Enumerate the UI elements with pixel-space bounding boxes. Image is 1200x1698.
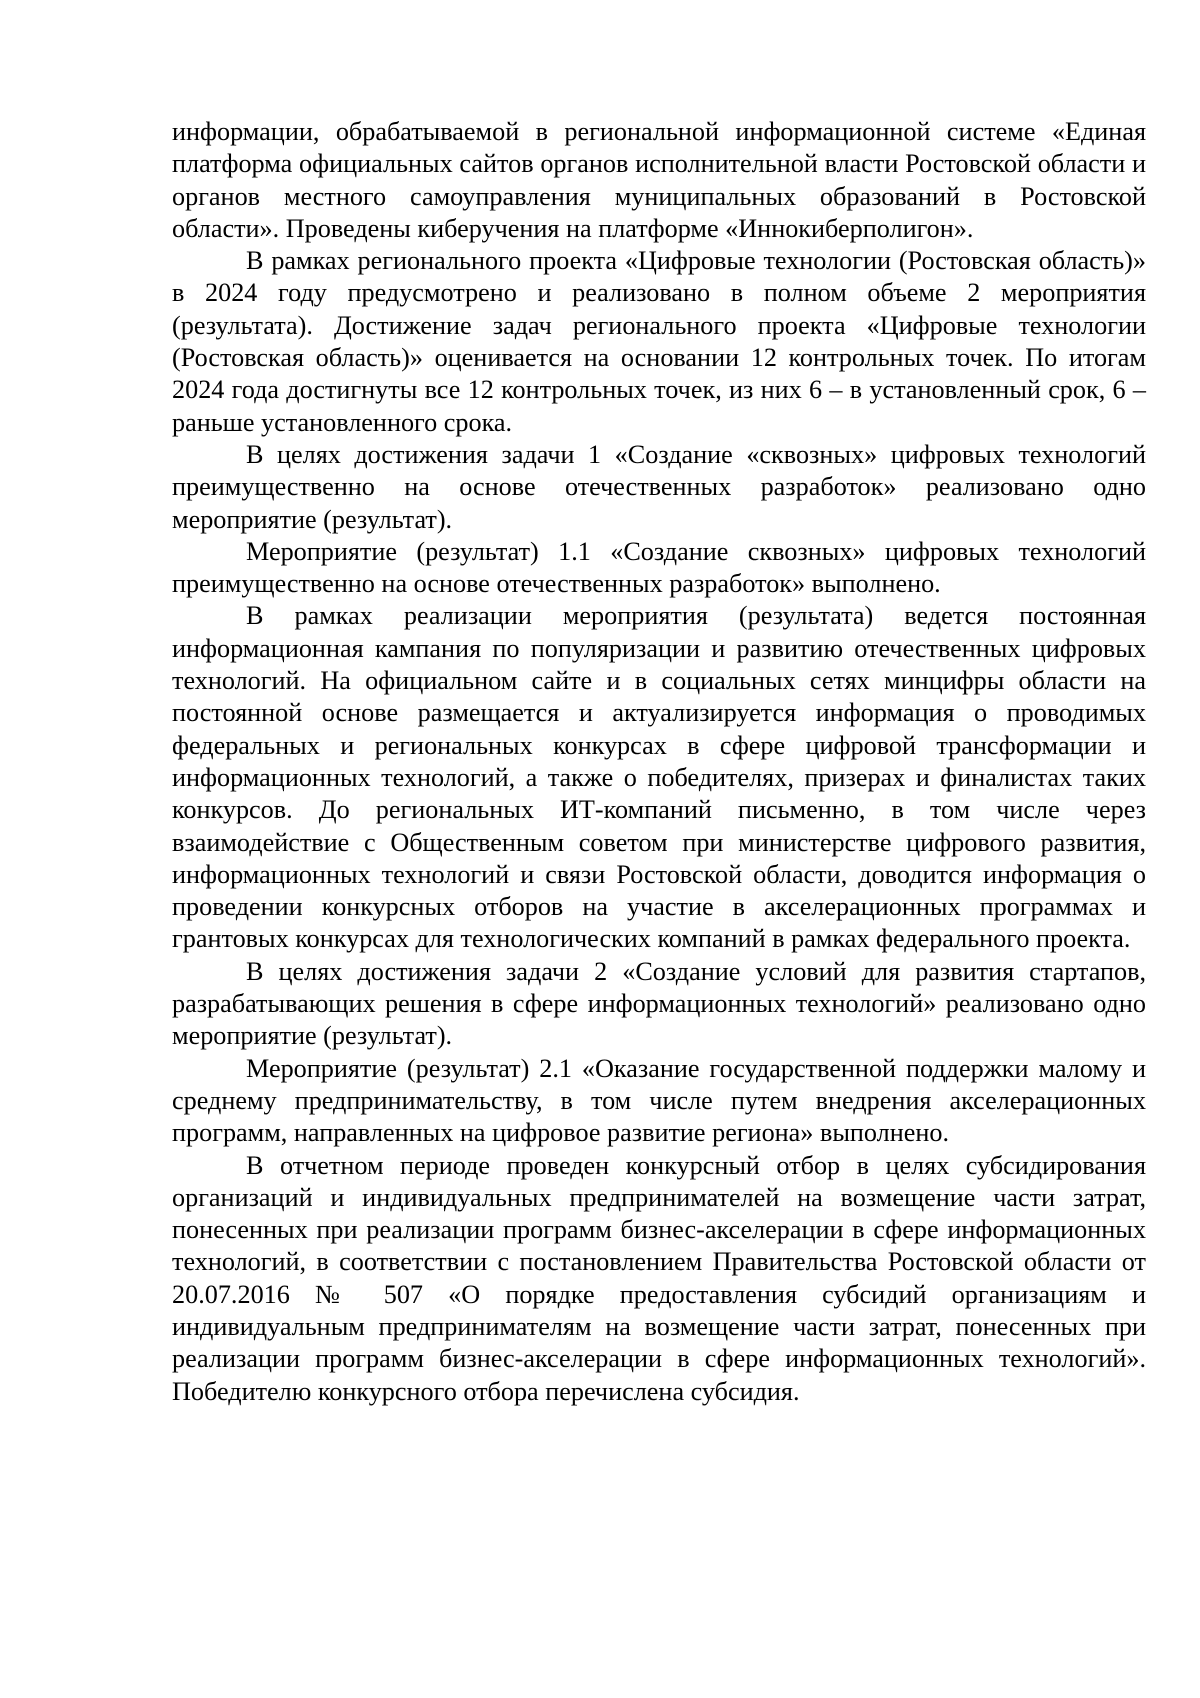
paragraph-7: Мероприятие (результат) 2.1 «Оказание государственной поддержки малому и среднему предпринимательству, в том числе путем внедрения акселерационных программ, направленных на цифровое развитие региона» выполнено. bbox=[172, 1053, 1146, 1148]
paragraph-6: В целях достижения задачи 2 «Создание условий для развития стартапов, разрабатывающих решения в сфере информационных технологий» реализовано одно мероприятие (результат). bbox=[172, 956, 1146, 1051]
paragraph-8: В отчетном периоде проведен конкурсный отбор в целях субсидирования организаций и индивидуальных предпринимателей на возмещение части затрат, понесенных при реализации программ бизнес-акселерации в сфере информационных технологий, в соответствии с постановлением Правительства Ростовской области от 20.07.2016 № 507 «О порядке предоставления субсидий организациям и индивидуальным предпринимателям на возмещение части затрат, понесенных при реализации программ бизнес-акселерации в сфере информационных технологий». Победителю конкурсного отбора перечислена субсидия. bbox=[172, 1150, 1146, 1406]
document-body bbox=[172, 116, 1146, 1408]
paragraph-2: В рамках регионального проекта «Цифровые технологии (Ростовская область)» в 2024 году предусмотрено и реализовано в полном объеме 2 мероприятия (результата). Достижение задач регионального проекта «Цифровые технологии (Ростовская область)» оценивается на основании 12 контрольных точек. По итогам 2024 года достигнуты все 12 контрольных точек, из них 6 – в установленный срок, 6 – раньше установленного срока. bbox=[172, 246, 1146, 437]
paragraph-5: В рамках реализации мероприятия (результата) ведется постоянная информационная кампания по популяризации и развитию отечественных цифровых технологий. На официальном сайте и в социальных сетях минцифры области на постоянной основе размещается и актуализируется информация о проводимых федеральных и региональных конкурсах в сфере цифровой трансформации и информационных технологий, а также о победителях, призерах и финалистах таких конкурсов. До региональных ИТ-компаний письменно, в том числе через взаимодействие с Общественным советом при министерстве цифрового развития, информационных технологий и связи Ростовской области, доводится информация о проведении конкурсных отборов на участие в акселерационных программах и грантовых конкурсах для технологических компаний в рамках федерального проекта. bbox=[172, 601, 1146, 954]
paragraph-3: В целях достижения задачи 1 «Создание «сквозных» цифровых технологий преимущественно на основе отечественных разработок» реализовано одно мероприятие (результат). bbox=[172, 439, 1146, 534]
paragraph-1: информации, обрабатываемой в региональной информационной системе «Единая платформа официальных сайтов органов исполнительной власти Ростовской области и органов местного самоуправления муниципальных образований в Ростовской области». Проведены киберучения на платформе «Иннокиберполигон». bbox=[172, 117, 1146, 243]
paragraph-4: Мероприятие (результат) 1.1 «Создание сквозных» цифровых технологий преимущественно на основе отечественных разработок» выполнено. bbox=[172, 536, 1146, 599]
